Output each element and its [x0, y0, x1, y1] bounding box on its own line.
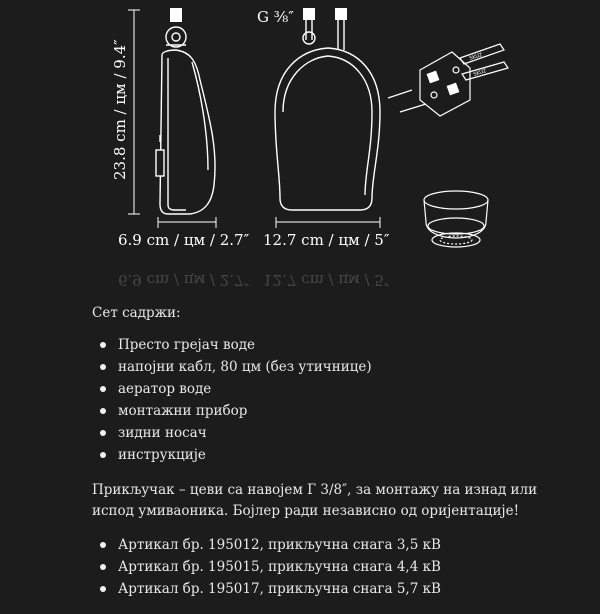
thread-label: G ⅜″: [257, 8, 294, 26]
height-label: 23.8 cm / цм / 9.4″: [111, 39, 129, 180]
article-item: [92, 534, 592, 556]
list-item-label: аератор воде: [118, 381, 212, 397]
front-width-dimension: [276, 217, 380, 228]
bullet-icon: [100, 386, 106, 392]
front-width-label: 12.7 cm / цм / 5″: [263, 231, 390, 249]
connection-line-2: испод умиваоника. Бојлер ради независно од оријентације!: [92, 503, 520, 519]
articles-list: [92, 534, 592, 600]
front-view-heater: [275, 8, 380, 210]
list-item: [92, 378, 592, 400]
bullet-icon: [100, 408, 106, 414]
list-item-label: напојни кабл, 80 цм (без утичнице): [118, 359, 372, 375]
connection-line-1: Прикључак – цеви са навојем Г 3/8″, за монтажу на изнад или: [92, 482, 538, 498]
bullet-icon: [100, 542, 106, 548]
kit-items-list: [92, 334, 592, 466]
list-item-label: монтажни прибор: [118, 403, 248, 419]
article-item: [92, 578, 592, 600]
side-width-label: 6.9 cm / цм / 2.7″: [118, 231, 250, 249]
list-item: [92, 444, 592, 466]
svg-text:6.9 cm / цм / 2.7″: 6.9 cm / цм / 2.7″: [118, 271, 250, 289]
bullet-icon: [100, 430, 106, 436]
height-dimension: [128, 10, 140, 214]
water-aerator: [424, 191, 488, 247]
list-item-label: инструкције: [118, 447, 206, 463]
product-description: [92, 302, 592, 614]
bullet-icon: [100, 342, 106, 348]
kit-title: Сет садржи:: [92, 305, 181, 321]
article-label: Артикал бр. 195012, прикључна снага 3,5 кВ: [118, 537, 441, 553]
bracket-marking-2: SKUZ: [472, 68, 488, 78]
list-item-label: зидни носач: [118, 425, 207, 441]
list-item: [92, 422, 592, 444]
list-item-label: Престо грејач воде: [118, 337, 256, 353]
side-width-dimension: [158, 217, 216, 228]
connection-description: [92, 480, 592, 522]
bullet-icon: [100, 586, 106, 592]
svg-text:12.7 cm / цм / 5″: 12.7 cm / цм / 5″: [263, 271, 390, 289]
wall-bracket: [388, 44, 508, 116]
bullet-icon: [100, 564, 106, 570]
label-reflection: [118, 271, 390, 289]
side-view-heater: [156, 8, 215, 214]
list-item: [92, 334, 592, 356]
article-label: Артикал бр. 195017, прикључна снага 5,7 кВ: [118, 581, 441, 597]
bullet-icon: [100, 364, 106, 370]
product-dimension-diagram: [0, 0, 600, 290]
bracket-marking: SKUZ: [468, 52, 484, 62]
article-label: Артикал бр. 195015, прикључна снага 4,4 кВ: [118, 559, 441, 575]
bullet-icon: [100, 452, 106, 458]
list-item: [92, 356, 592, 378]
list-item: [92, 400, 592, 422]
article-item: [92, 556, 592, 578]
